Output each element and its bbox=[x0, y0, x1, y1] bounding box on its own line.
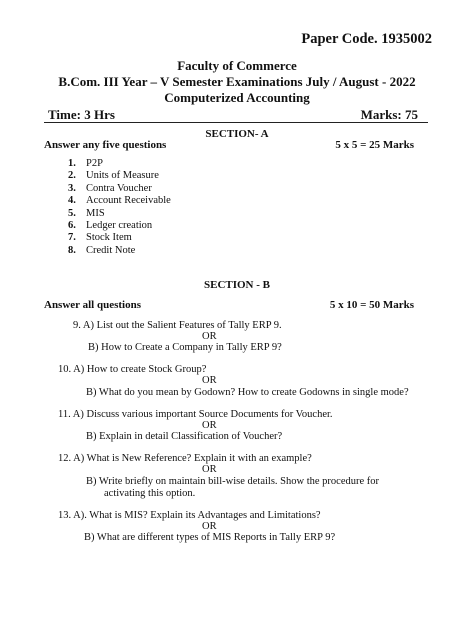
question-12-b: B) Write briefly on maintain bill-wise details. Show the procedure for bbox=[86, 476, 380, 487]
question-12-a: 12. A) What is New Reference? Explain it with an example? bbox=[58, 453, 312, 464]
item-text: Ledger creation bbox=[86, 219, 153, 231]
item-number: 1. bbox=[68, 158, 76, 169]
or-separator: OR bbox=[202, 331, 217, 342]
list-item bbox=[68, 245, 171, 257]
item-number: 5. bbox=[68, 207, 76, 219]
item-number: 4. bbox=[68, 195, 76, 207]
item-number: 2. bbox=[68, 170, 76, 182]
or-separator: OR bbox=[202, 521, 217, 532]
list-item bbox=[68, 170, 171, 182]
header-divider bbox=[44, 122, 428, 123]
list-item bbox=[68, 208, 171, 220]
list-item bbox=[68, 183, 171, 195]
faculty-title: Faculty of Commerce bbox=[177, 58, 297, 73]
section-b-marks: 5 x 10 = 50 Marks bbox=[329, 299, 414, 311]
item-number: 7. bbox=[68, 232, 76, 244]
section-a-question-list bbox=[68, 158, 171, 257]
question-9-a: 9. A) List out the Salient Features of Tally ERP 9. bbox=[73, 320, 282, 331]
question-11-a: 11. A) Discuss various important Source Documents for Voucher. bbox=[58, 409, 333, 420]
item-text: P2P bbox=[86, 158, 103, 169]
section-b-instruction: Answer all questions bbox=[44, 299, 141, 311]
exam-title: B.Com. III Year – V Semester Examinations July / August - 2022 bbox=[58, 74, 416, 89]
list-item bbox=[68, 195, 171, 207]
subject-title: Computerized Accounting bbox=[164, 90, 310, 105]
item-number: 6. bbox=[68, 219, 76, 231]
paper-code: Paper Code. 1935002 bbox=[301, 31, 432, 47]
section-a-marks: 5 x 5 = 25 Marks bbox=[335, 139, 414, 151]
question-13-a: 13. A). What is MIS? Explain its Advantages and Limitations? bbox=[58, 510, 321, 521]
question-11-b: B) Explain in detail Classification of Voucher? bbox=[86, 431, 283, 442]
question-10-a: 10. A) How to create Stock Group? bbox=[58, 364, 207, 375]
section-a-title: SECTION- A bbox=[205, 128, 269, 140]
item-number: 8. bbox=[68, 244, 76, 256]
question-13-b: B) What are different types of MIS Reports in Tally ERP 9? bbox=[84, 532, 336, 543]
question-12-b-continued: activating this option. bbox=[104, 488, 196, 499]
exam-time: Time: 3 Hrs bbox=[48, 107, 115, 122]
list-item bbox=[68, 220, 171, 232]
or-separator: OR bbox=[202, 420, 217, 431]
question-10-b: B) What do you mean by Godown? How to create Godowns in single mode? bbox=[86, 387, 409, 398]
section-a-instruction: Answer any five questions bbox=[44, 139, 167, 151]
item-text: Contra Voucher bbox=[86, 182, 152, 194]
or-separator: OR bbox=[202, 375, 217, 386]
exam-marks: Marks: 75 bbox=[360, 107, 418, 122]
item-text: Credit Note bbox=[86, 244, 136, 256]
item-number: 3. bbox=[68, 182, 76, 194]
item-text: Account Receivable bbox=[86, 195, 171, 207]
question-9-b: B) How to Create a Company in Tally ERP 9? bbox=[88, 342, 282, 353]
or-separator: OR bbox=[202, 464, 217, 475]
list-item bbox=[68, 232, 171, 244]
item-text: Units of Measure bbox=[86, 170, 159, 182]
section-b-title: SECTION - B bbox=[203, 279, 271, 291]
item-text: Stock Item bbox=[86, 232, 132, 244]
list-item bbox=[68, 158, 171, 170]
item-text: MIS bbox=[86, 207, 105, 219]
